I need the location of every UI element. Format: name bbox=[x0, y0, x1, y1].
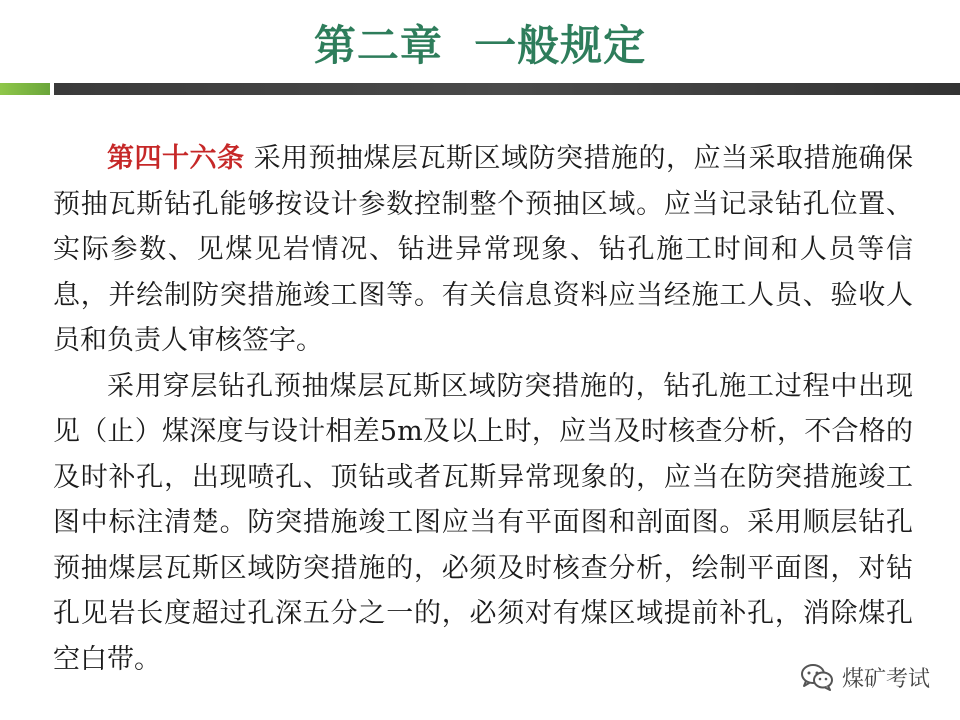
watermark bbox=[800, 662, 930, 692]
watermark-text: 煤矿考试 bbox=[841, 666, 930, 692]
page-title: 第二章 一般规定 bbox=[313, 21, 647, 70]
divider-bar-gray bbox=[54, 83, 960, 95]
article-body bbox=[53, 136, 913, 682]
article-paragraph-2: 采用穿层钻孔预抽煤层瓦斯区域防突措施的，钻孔施工过程中出现见（止）煤深度与设计相差5m及以上时，应当及时核查分析，不合格的及时补孔，出现喷孔、顶钻或者瓦斯异常现象的，应当在防突措施竣工图中标注清楚。防突措施竣工图应当有平面图和剖面图。采用顺层钻孔预抽煤层瓦斯区域防突措施的，必须及时核查分析，绘制平面图，对钻孔见岩长度超过孔深五分之一的，必须对有煤区域提前补孔，消除煤孔空白带。 bbox=[53, 370, 913, 675]
article-number: 第四十六条 bbox=[107, 143, 245, 174]
title-divider bbox=[0, 83, 960, 95]
wechat-icon bbox=[800, 663, 834, 691]
article-paragraph-1 bbox=[53, 136, 913, 364]
article-paragraph-1-text: 采用预抽煤层瓦斯区域防突措施的，应当采取措施确保预抽瓦斯钻孔能够按设计参数控制整个预抽区域。应当记录钻孔位置、实际参数、见煤见岩情况、钻进异常现象、钻孔施工时间和人员等信息，并绘制防突措施竣工图等。有关信息资料应当经施工人员、验收人员和负责人审核签字。 bbox=[53, 143, 913, 356]
divider-accent-green bbox=[0, 83, 50, 95]
